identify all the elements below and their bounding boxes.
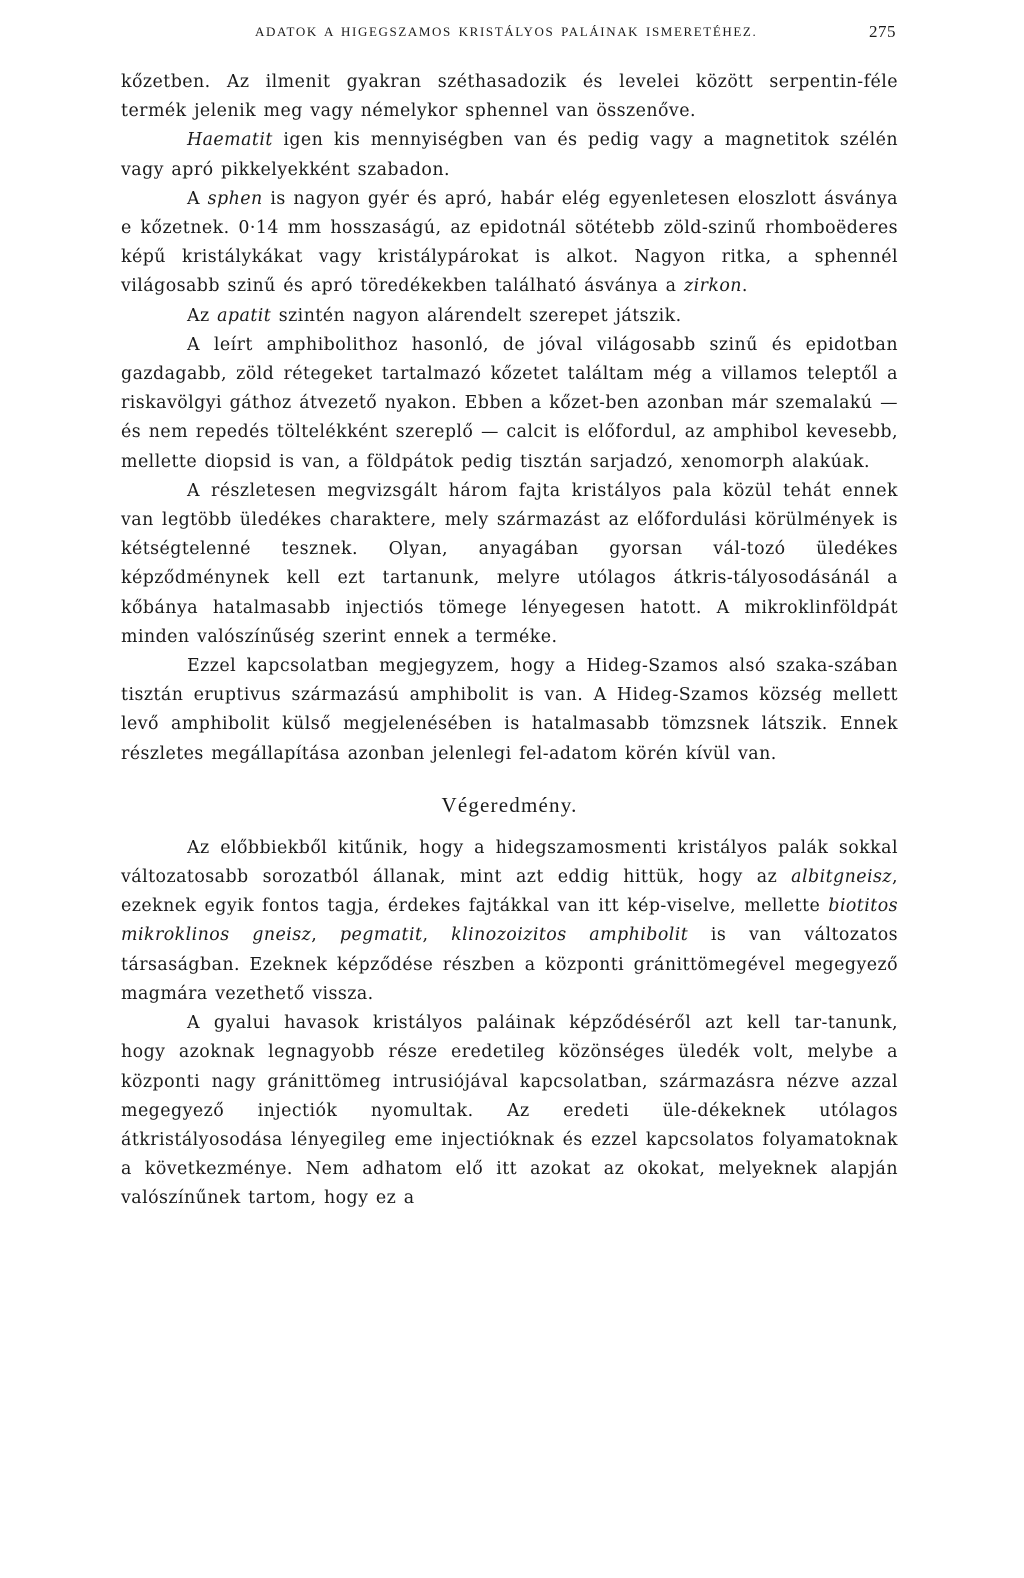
page-number: 275 <box>869 22 896 41</box>
mineral-term: apatit <box>217 305 272 326</box>
paragraph-haematit: Haematit igen kis mennyiségben van és pedig vagy a magnetitok szélén vagy apró pikkelyekként szabadon. <box>121 130 898 180</box>
running-title: ADATOK A HIGEGSZAMOS KRISTÁLYOS PALÁINAK ISMERETÉHEZ. <box>255 24 758 39</box>
paragraph-conclusion-2: A gyalui havasok kristályos paláinak képződéséről azt kell tar-tanunk, hogy azoknak legnagyobb része eredetileg közönséges üledék volt, melybe a központi nagy gránittömeg intrusiójával kapcsolatban, származásra nézve azzal megegyező injectiók nyomultak. Az eredeti üle-dékeknek utólagos átkristályosodása lényegileg eme injectióknak és ezzel kapcsolatos folyamatoknak a következménye. Nem adhatom elő itt azokat az okokat, melyeknek alapján valószínűnek tartom, hogy ez a <box>121 1013 898 1209</box>
paragraph-amphibolit: A leírt amphibolithoz hasonló, de jóval világosabb szinű és epidotban gazdagabb, zöld rétegeket tartalmazó kőzetet találtam még a villamos teleptől a riskavölgyi gáthoz átvezető nyakon. Ebben a kőzet-ben azonban már szemalakú — és nem repedés töltelékként szereplő — calcit is előfordul, az amphibol kevesebb, mellette diopsid is van, a földpátok pedig tisztán sarjadzó, xenomorph alakúak. <box>121 334 898 472</box>
running-header <box>121 20 898 50</box>
paragraph-apatit: Az apatit szintén nagyon alárendelt szerepet játszik. <box>187 305 682 326</box>
paragraph-conclusion-1: Az előbbiekből kitűnik, hogy a hidegszamosmenti kristályos palák sokkal változatosabb sorozatból állanak, mint azt eddig hittük, hogy az albitgneisz, ezeknek egyik fontos tagja, érdekes fajtákkal van itt kép-viselve, mellette biotitos mikroklinos gneisz, pegmatit, klinozoizitos amphibolit is van változatos társaságban. Ezeknek képződése részben a központi gránittömegével megegyező magmára vezethető vissza. <box>121 837 898 1004</box>
mineral-term: Haematit <box>187 130 273 151</box>
rock-term: klinozoizitos amphibolit <box>451 925 689 946</box>
paragraph-hideg-szamos: Ezzel kapcsolatban megjegyzem, hogy a Hideg-Szamos alsó szaka-szában tisztán eruptivus származású amphibolit is van. A Hideg-Szamos község mellett levő amphibolit külső megjelenésében is hatalmasabb tömzsnek látszik. Ennek részletes megállapítása azonban jelenlegi fel-adatom körén kívül van. <box>121 656 898 764</box>
paragraph-sphen: A sphen is nagyon gyér és apró, habár elég egyenletesen eloszlott ásványa e kőzetnek. 0·14 mm hosszaságú, az epidotnál sötétebb zöld-szinű rhomboëderes képű kristálykákat vagy kristálypárokat is alkot. Nagyon ritka, a sphennél világosabb szinű és apró töredékekben található ásványa a zirkon. <box>121 188 898 297</box>
paragraph-crystalline-schists: A részletesen megvizsgált három fajta kristályos pala közül tehát ennek van legtöbb üledékes charaktere, mely származást az előfordulási körülmények is kétségtelenné tesznek. Olyan, anyagában gyorsan vál-tozó üledékes képződménynek kell ezt tartanunk, melyre utólagos átkris-tályosodásánál a kőbánya hatalmasabb injectiós tömege lényegesen hatott. A mikroklinföldpát minden valószínűség szerint ennek a terméke. <box>121 480 898 647</box>
mineral-term: zirkon <box>683 276 742 297</box>
rock-term: pegmatit <box>339 925 423 946</box>
paragraph-continuation: kőzetben. Az ilmenit gyakran széthasadozik és levelei között serpentin-féle termék jelenik meg vagy némelykor sphennel van összenőve. <box>121 72 898 122</box>
section-heading: Végeredmény. <box>441 792 578 817</box>
body-text <box>121 68 898 1214</box>
rock-term: biotitos mikroklinos gneisz <box>121 896 898 946</box>
mineral-term: sphen <box>207 188 263 209</box>
book-page <box>121 20 898 1214</box>
rock-term: albitgneisz <box>791 867 893 888</box>
